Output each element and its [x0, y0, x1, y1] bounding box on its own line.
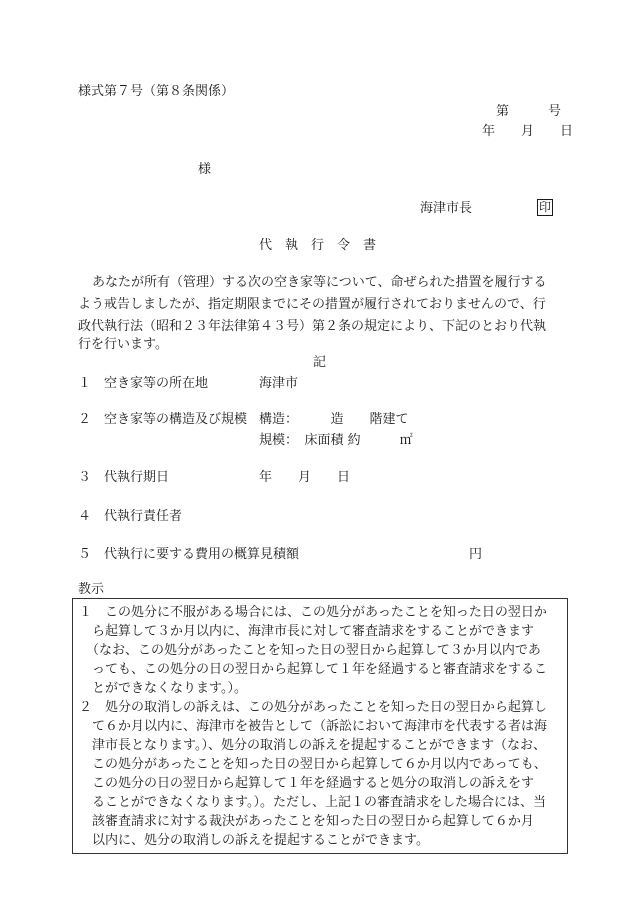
item-4-label: ４ 代執行責任者 — [78, 509, 183, 524]
body-line: 行を行います。 — [78, 337, 168, 352]
notice-line: ら起算して３か月以内に、海津市長に対して審査請求をすることができます — [92, 624, 535, 639]
body-line: 政代執行法（昭和２３年法律第４３号）第２条の規定により、下記のとおり代執 — [78, 319, 547, 334]
item-2-scale: 規模： 床面積 約 ㎡ — [259, 433, 413, 448]
body-line: よう戒告しましたが、指定期限までにその措置が履行されておりませんので、行 — [78, 297, 546, 312]
issue-date: 年 月 日 — [482, 124, 574, 139]
body-line: あなたが所有（管理）する次の空き家等について、命ぜられた措置を履行する — [92, 275, 547, 290]
notice-line: この処分があったことを知った日の翌日から起算して６か月以内であっても、 — [92, 757, 547, 772]
notice-line: ２ 処分の取消しの訴えは、この処分があったことを知った日の翌日から起算し — [79, 700, 547, 715]
notice-line: っても、この処分の日の翌日から起算して１年を経過すると審査請求をするこ — [92, 662, 548, 677]
notice-line: とができなくなります。）。 — [92, 681, 247, 696]
item-3-label: ３ 代執行期日 — [78, 470, 170, 485]
item-3-value: 年 月 日 — [259, 470, 351, 485]
notice-line: 以内に、処分の取消しの訴えを提起することができます。 — [92, 833, 429, 848]
notice-line: この処分の日の翌日から起算して１年を経過すると処分の取消しの訴えをす — [92, 776, 535, 791]
notice-line: （なお、この処分があったことを知った日の翌日から起算して３か月以内であ — [86, 643, 541, 658]
ki-heading: 記 — [313, 355, 327, 370]
item-2-structure: 構造： 造 階建て — [259, 412, 409, 427]
item-5-label: ５ 代執行に要する費用の概算見積額 — [78, 547, 300, 562]
item-1-label: １ 空き家等の所在地 — [78, 376, 209, 391]
issuer: 海津市長 — [420, 201, 473, 216]
form-id: 様式第７号（第８条関係） — [78, 84, 235, 99]
document-title: 代 執 行 令 書 — [259, 238, 377, 253]
document-number: 第 号 — [496, 104, 562, 119]
notice-line: て６か月以内に、海津市を被告として（訴訟において海津市を代表する者は海 — [92, 719, 548, 734]
notice-line: 津市長となります。）、処分の取消しの訴えを提起することができます（なお、 — [92, 738, 546, 753]
seal-mark: 印 — [539, 200, 552, 214]
notice-box — [72, 598, 568, 854]
notice-line: ることができなくなります。）。ただし、上記１の審査請求をした場合には、当 — [92, 795, 546, 810]
notice-line: １ この処分に不服がある場合には、この処分があったことを知った日の翌日か — [79, 605, 547, 620]
item-1-value: 海津市 — [259, 376, 299, 391]
notice-line: 該審査請求に対する裁決があったことを知った日の翌日から起算して６か月 — [92, 814, 534, 829]
item-5-value: 円 — [469, 547, 483, 562]
addressee: 様 — [198, 162, 212, 177]
notice-heading: 教示 — [78, 582, 105, 597]
item-2-label: ２ 空き家等の構造及び規模 — [78, 412, 248, 427]
